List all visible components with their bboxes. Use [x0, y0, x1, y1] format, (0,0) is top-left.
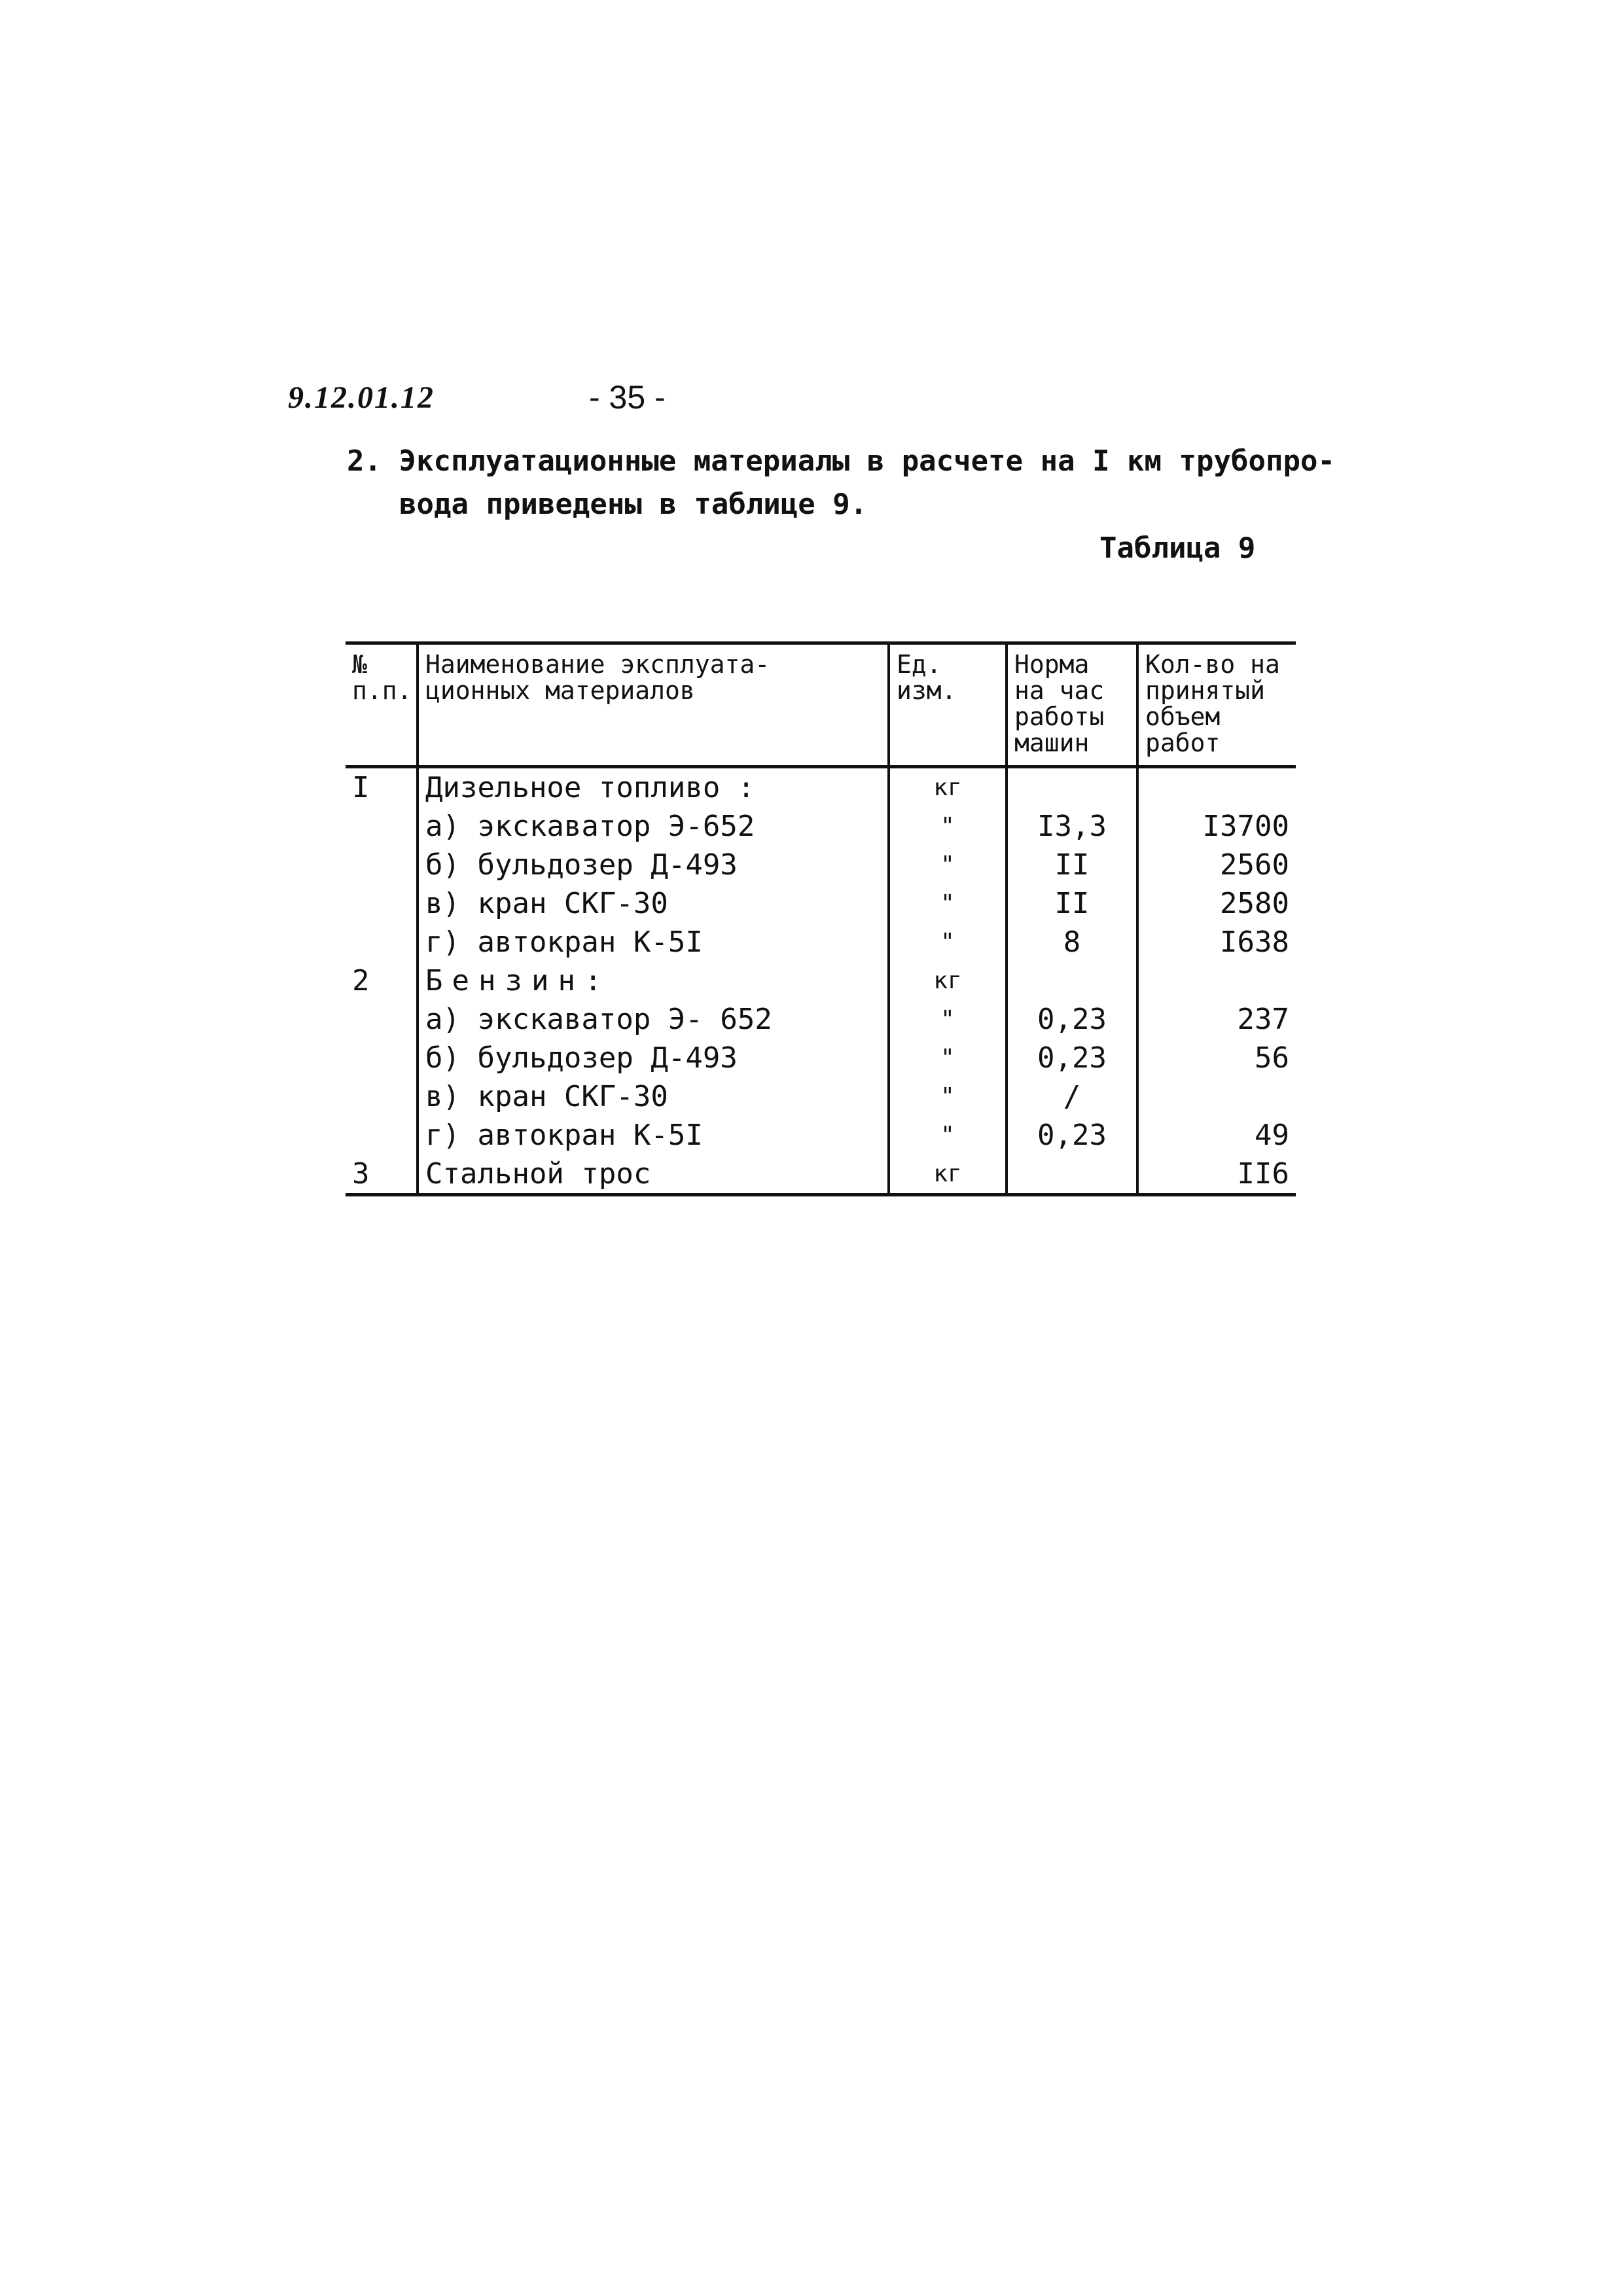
table-row: [346, 1000, 1296, 1039]
table-row: [346, 1116, 1296, 1155]
cell-quantity: 49: [1137, 1116, 1296, 1155]
paragraph-line-1: 2. Эксплуатационные материалы в расчете на I км трубопро-: [347, 444, 1335, 478]
cell-unit: кг: [889, 961, 1007, 1000]
table-header-row: [346, 643, 1296, 767]
table-row: [346, 767, 1296, 808]
cell-name: Дизельное топливо :: [418, 767, 889, 808]
cell-unit: ": [889, 1116, 1007, 1155]
header-number: № п.п.: [346, 643, 418, 767]
cell-number: [346, 846, 418, 884]
cell-quantity: [1137, 767, 1296, 808]
cell-name: б) бульдозер Д-493: [418, 846, 889, 884]
cell-norm: 0,23: [1007, 1039, 1137, 1077]
cell-name: Стальной трос: [418, 1155, 889, 1195]
cell-name: в) кран СКГ-30: [418, 884, 889, 923]
table-row: [346, 846, 1296, 884]
table-row: [346, 923, 1296, 961]
cell-unit: ": [889, 1077, 1007, 1116]
table-row: [346, 961, 1296, 1000]
header-norm: Норма на час работы машин: [1007, 643, 1137, 767]
cell-number: [346, 1039, 418, 1077]
header-unit: Ед. изм.: [889, 643, 1007, 767]
cell-number: 2: [352, 964, 370, 997]
table-caption: Таблица 9: [1099, 531, 1256, 565]
cell-number: I: [352, 771, 370, 804]
cell-unit: ": [889, 884, 1007, 923]
cell-quantity: II6: [1137, 1155, 1296, 1195]
cell-number: [346, 1000, 418, 1039]
cell-quantity: [1137, 1077, 1296, 1116]
cell-norm: 8: [1007, 923, 1137, 961]
cell-name: в) кран СКГ-30: [418, 1077, 889, 1116]
cell-unit: ": [889, 923, 1007, 961]
cell-unit: кг: [889, 1155, 1007, 1195]
cell-number: [346, 807, 418, 846]
cell-name: а) экскаватор Э-652: [418, 807, 889, 846]
cell-norm: 0,23: [1007, 1116, 1137, 1155]
cell-unit: кг: [889, 767, 1007, 808]
page-number: - 35 -: [589, 379, 666, 416]
cell-number: [346, 884, 418, 923]
cell-quantity: 2560: [1137, 846, 1296, 884]
document-code: 9.12.01.12: [288, 380, 435, 415]
header-quantity: Кол-во на принятый объем работ: [1137, 643, 1296, 767]
table-row: [346, 807, 1296, 846]
cell-quantity: I638: [1137, 923, 1296, 961]
paragraph-line-2: вода приведены в таблице 9.: [399, 488, 868, 521]
cell-name: г) автокран К-5I: [418, 923, 889, 961]
cell-quantity: 56: [1137, 1039, 1296, 1077]
cell-name: Бензин:: [418, 961, 889, 1000]
cell-norm: 0,23: [1007, 1000, 1137, 1039]
cell-quantity: 2580: [1137, 884, 1296, 923]
cell-unit: ": [889, 846, 1007, 884]
cell-norm: [1007, 1155, 1137, 1195]
cell-norm: [1007, 767, 1137, 808]
cell-quantity: 237: [1137, 1000, 1296, 1039]
cell-number: [346, 1116, 418, 1155]
header-name: Наименование эксплуата- ционных материалов: [418, 643, 889, 767]
cell-norm: II: [1007, 884, 1137, 923]
table-row: [346, 1155, 1296, 1195]
cell-norm: [1007, 961, 1137, 1000]
cell-name: а) экскаватор Э- 652: [418, 1000, 889, 1039]
materials-table: [346, 641, 1296, 1196]
cell-norm: II: [1007, 846, 1137, 884]
table-row: [346, 1039, 1296, 1077]
table-row: [346, 1077, 1296, 1116]
cell-number: [346, 1077, 418, 1116]
intro-paragraph: [347, 440, 1368, 526]
cell-name: б) бульдозер Д-493: [418, 1039, 889, 1077]
cell-norm: I3,3: [1007, 807, 1137, 846]
table-row: [346, 884, 1296, 923]
cell-name: г) автокран К-5I: [418, 1116, 889, 1155]
cell-quantity: I3700: [1137, 807, 1296, 846]
cell-unit: ": [889, 807, 1007, 846]
cell-quantity: [1137, 961, 1296, 1000]
cell-unit: ": [889, 1000, 1007, 1039]
cell-number: [346, 923, 418, 961]
cell-number: 3: [346, 1155, 418, 1195]
cell-norm: /: [1007, 1077, 1137, 1116]
cell-unit: ": [889, 1039, 1007, 1077]
